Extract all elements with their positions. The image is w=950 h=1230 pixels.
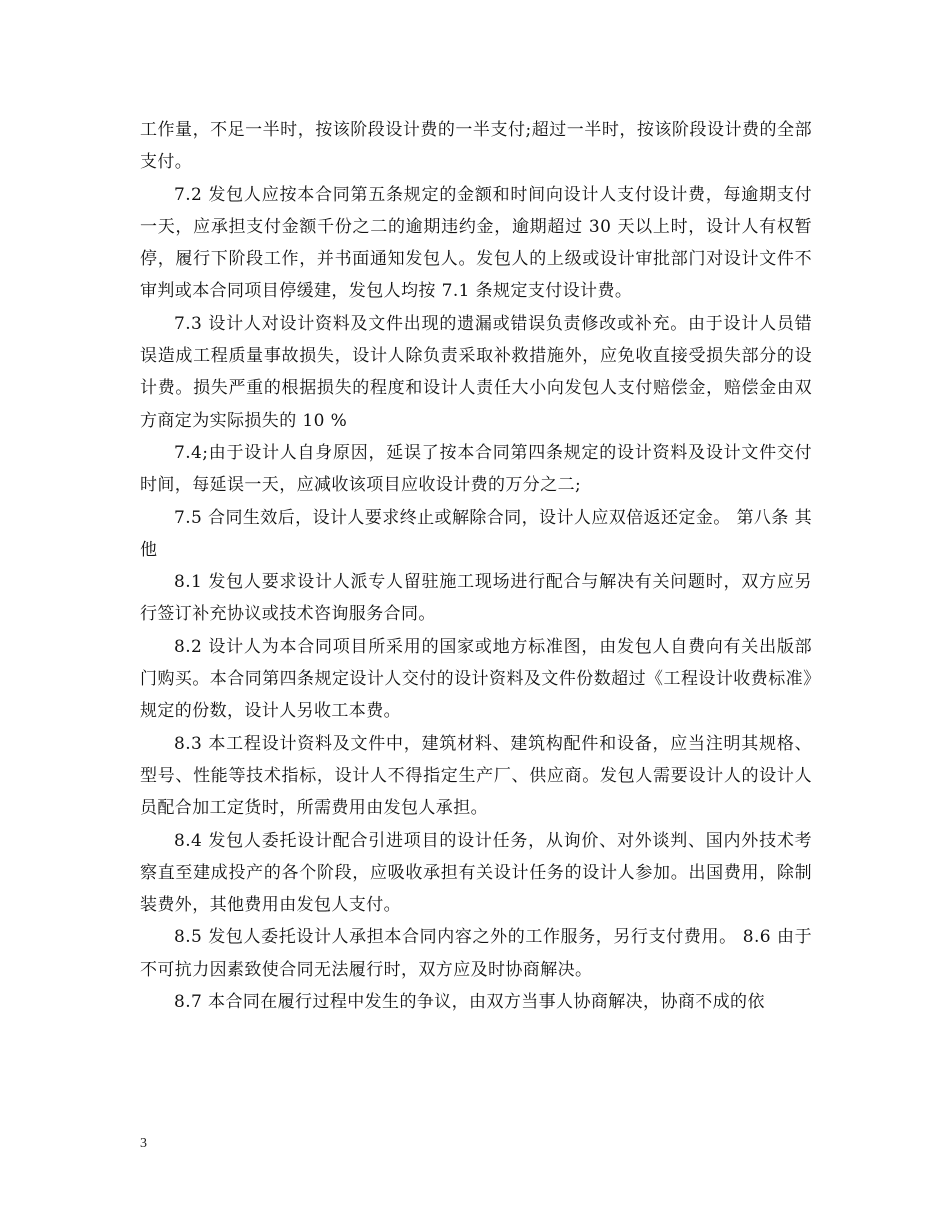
paragraph-8-7: 8.7 本合同在履行过程中发生的争议，由双方当事人协商解决，协商不成的依 [174,992,765,1013]
paragraph-7-4: 7.4;由于设计人自身原因，延误了按本合同第四条规定的设计资料及设计文件交付时间，每延误一天，应减收该项目应收设计费的万分之二; [140,442,812,496]
paragraph-8-1: 8.1 发包人要求设计人派专人留驻施工现场进行配合与解决有关问题时，双方应另行签订补充协议或技术咨询服务合同。 [140,572,812,625]
document-body [140,114,812,1018]
paragraph-7-3: 7.3 设计人对设计资料及文件出现的遗漏或错误负责修改或补充。由于设计人员错误造成工程质量事故损失，设计人除负责采取补救措施外，应免收直接受损失部分的设计费。损失严重的根据损失的程度和设计人责任大小向发包人支付赔偿金，赔偿金由双方商定为实际损失的 10 % [140,313,812,431]
paragraph-8-5: 8.5 发包人委托设计人承担本合同内容之外的工作服务，另行支付费用。 8.6 由于不可抗力因素致使合同无法履行时，双方应及时协商解决。 [140,927,812,980]
page-number: 3 [140,1136,147,1151]
paragraph-7-5: 7.5 合同生效后，设计人要求终止或解除合同，设计人应双倍返还定金。 第八条 其他 [140,507,812,560]
paragraph-8-3: 8.3 本工程设计资料及文件中，建筑材料、建筑构配件和设备，应当注明其规格、型号、性能等技术指标，设计人不得指定生产厂、供应商。发包人需要设计人的设计人员配合加工定货时，所需费用由发包人承担。 [140,733,812,819]
paragraph-7-2: 7.2 发包人应按本合同第五条规定的金额和时间向设计人支付设计费，每逾期支付一天，应承担支付金额千份之二的逾期违约金，逾期超过 30 天以上时，设计人有权暂停，履行下阶段工作，并书面通知发包人。发包人的上级或设计审批部门对设计文件不审判或本合同项目停缓建，发包人均按 7.1 条规定支付设计费。 [140,184,812,302]
paragraph-continuation: 工作量，不足一半时，按该阶段设计费的一半支付;超过一半时，按该阶段设计费的全部支付。 [140,120,812,173]
paragraph-8-2: 8.2 设计人为本合同项目所采用的国家或地方标准图，由发包人自费向有关出版部门购买。本合同第四条规定设计人交付的设计资料及文件份数超过《工程设计收费标准》规定的份数，设计人另收工本费。 [140,636,812,722]
paragraph-8-4: 8.4 发包人委托设计配合引进项目的设计任务，从询价、对外谈判、国内外技术考察直至建成投产的各个阶段，应吸收承担有关设计任务的设计人参加。出国费用，除制装费外，其他费用由发包人支付。 [140,830,812,916]
